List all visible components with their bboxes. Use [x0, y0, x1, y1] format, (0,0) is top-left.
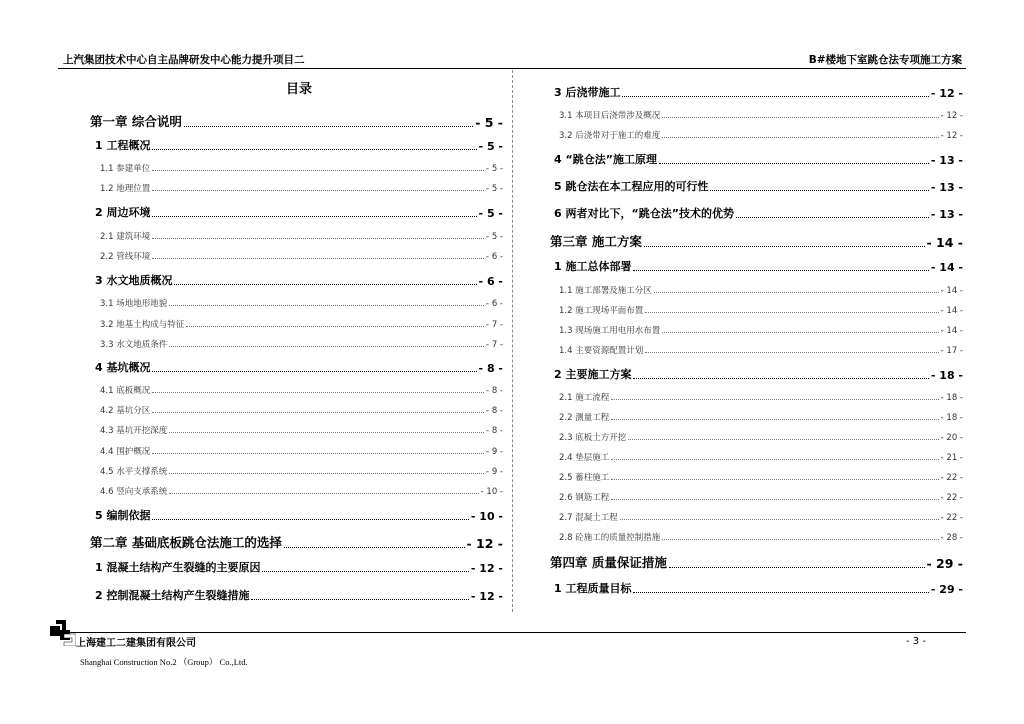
toc-entry-page: - 6 - — [486, 299, 503, 309]
footer-company-en: Shanghai Construction No.2 （Group） Co.,Ltd. — [80, 657, 248, 667]
header-document-name: B#楼地下室跳仓法专项施工方案 — [808, 54, 962, 66]
toc-leader-dots — [622, 96, 928, 97]
toc-entry[interactable] — [100, 337, 503, 350]
toc-leader-dots — [152, 519, 468, 520]
toc-entry-title: 1 工程质量目标 — [554, 582, 632, 595]
toc-entry-page: - 28 - — [940, 533, 963, 543]
toc-entry-title: 2 周边环境 — [95, 206, 151, 219]
company-logo-icon — [50, 620, 76, 646]
toc-entry[interactable] — [554, 258, 963, 274]
toc-entry-title: 5 编制依据 — [95, 509, 151, 522]
toc-entry-page: - 20 - — [940, 433, 963, 443]
toc-entry-title: 1.2 地理位置 — [100, 184, 151, 194]
toc-leader-dots — [645, 352, 938, 353]
toc-entry-title: 2 主要施工方案 — [554, 368, 632, 381]
toc-entry-page: - 18 - — [930, 369, 963, 382]
toc-leader-dots — [152, 412, 484, 413]
toc-entry[interactable] — [90, 533, 503, 551]
toc-entry-title: 2.4 垫层施工 — [559, 453, 610, 463]
toc-entry-page: - 5 - — [486, 164, 503, 174]
toc-entry-page: - 18 - — [940, 393, 963, 403]
toc-entry-page: - 5 - — [475, 115, 503, 130]
toc-entry-page: - 5 - — [486, 232, 503, 242]
toc-entry-page: - 7 - — [486, 320, 503, 330]
toc-entry-title: 3.1 本项目后浇带涉及概况 — [559, 111, 661, 121]
toc-leader-dots — [662, 539, 938, 540]
toc-entry-title: 2.7 混凝土工程 — [559, 513, 618, 523]
footer-rule — [58, 632, 966, 633]
toc-entry-title: 2.2 测量工程 — [559, 413, 610, 423]
toc-leader-dots — [169, 493, 478, 494]
toc-entry-page: - 14 - — [930, 261, 963, 274]
toc-entry-title: 1 施工总体部署 — [554, 260, 632, 273]
toc-leader-dots — [152, 258, 484, 259]
toc-leader-dots — [152, 392, 484, 393]
toc-leader-dots — [662, 137, 938, 138]
toc-entry-title: 1.1 参建单位 — [100, 164, 151, 174]
header-project-name: 上汽集团技术中心自主品牌研发中心能力提升项目二 — [63, 54, 305, 66]
toc-entry-page: - 8 - — [478, 362, 503, 375]
footer-company-cn: 上海建工二建集团有限公司 — [76, 638, 196, 649]
toc-leader-dots — [633, 592, 928, 593]
toc-entry-title: 第四章 质量保证措施 — [550, 555, 667, 570]
toc-entry-title: 2.2 管线环境 — [100, 252, 151, 262]
toc-entry[interactable] — [559, 410, 963, 423]
toc-entry-title: 6 两者对比下，“跳仓法”技术的优势 — [554, 207, 734, 220]
toc-entry-page: - 5 - — [478, 140, 503, 153]
toc-entry[interactable] — [100, 229, 503, 242]
toc-entry[interactable] — [95, 587, 503, 603]
toc-entry[interactable] — [559, 108, 963, 121]
toc-entry-page: - 21 - — [940, 453, 963, 463]
toc-leader-dots — [611, 419, 938, 420]
toc-entry[interactable] — [100, 296, 503, 309]
toc-entry[interactable] — [95, 204, 503, 220]
toc-leader-dots — [633, 270, 928, 271]
toc-leader-dots — [611, 399, 938, 400]
toc-entry-title: 4.6 竖向支承系统 — [100, 487, 168, 497]
toc-entry[interactable] — [559, 470, 963, 483]
toc-leader-dots — [169, 473, 484, 474]
toc-entry-title: 2.1 施工流程 — [559, 393, 610, 403]
toc-entry[interactable] — [559, 323, 963, 336]
toc-entry[interactable] — [554, 205, 963, 221]
toc-entry-page: - 14 - — [926, 235, 963, 250]
toc-entry-title: 1.1 施工部署及施工分区 — [559, 286, 652, 296]
toc-leader-dots — [169, 346, 484, 347]
toc-entry-title: 1 混凝土结构产生裂缝的主要原因 — [95, 561, 261, 574]
toc-entry-title: 3.2 后浇带对于施工的难度 — [559, 131, 661, 141]
toc-entry-page: - 9 - — [486, 447, 503, 457]
toc-entry[interactable] — [559, 490, 963, 503]
toc-entry[interactable] — [559, 390, 963, 403]
toc-leader-dots — [186, 326, 484, 327]
toc-entry-title: 第二章 基础底板跳仓法施工的选择 — [90, 535, 282, 550]
toc-leader-dots — [152, 190, 484, 191]
column-divider — [512, 70, 513, 612]
toc-entry-title: 4.3 基坑开挖深度 — [100, 426, 168, 436]
toc-leader-dots — [659, 163, 929, 164]
toc-leader-dots — [284, 547, 465, 548]
toc-leader-dots — [174, 284, 476, 285]
toc-leader-dots — [662, 332, 938, 333]
toc-entry-page: - 5 - — [486, 184, 503, 194]
toc-entry-title: 3.2 地基土构成与特征 — [100, 320, 185, 330]
toc-entry-title: 2.5 蓄柱施工 — [559, 473, 610, 483]
toc-leader-dots — [611, 459, 938, 460]
toc-entry[interactable] — [554, 580, 963, 596]
toc-entry[interactable] — [559, 283, 963, 296]
toc-entry-page: - 12 - — [466, 536, 503, 551]
toc-entry-page: - 8 - — [486, 406, 503, 416]
toc-entry[interactable] — [100, 423, 503, 436]
toc-entry-page: - 18 - — [940, 413, 963, 423]
toc-entry[interactable] — [559, 303, 963, 316]
toc-entry[interactable] — [559, 510, 963, 523]
toc-entry-page: - 13 - — [930, 181, 963, 194]
toc-entry-page: - 22 - — [940, 513, 963, 523]
toc-entry[interactable] — [100, 403, 503, 416]
toc-entry-page: - 10 - — [470, 510, 503, 523]
toc-leader-dots — [669, 567, 925, 568]
toc-entry-title: 2.1 建筑环境 — [100, 232, 151, 242]
toc-entry-page: - 10 - — [480, 487, 503, 497]
toc-leader-dots — [710, 190, 928, 191]
toc-leader-dots — [152, 453, 484, 454]
toc-entry[interactable] — [100, 444, 503, 457]
toc-entry[interactable] — [100, 484, 503, 497]
toc-entry[interactable] — [554, 366, 963, 382]
toc-entry-page: - 12 - — [470, 562, 503, 575]
toc-entry[interactable] — [100, 181, 503, 194]
toc-entry-title: 5 跳仓法在本工程应用的可行性 — [554, 180, 709, 193]
toc-entry[interactable] — [559, 530, 963, 543]
toc-leader-dots — [262, 571, 468, 572]
toc-entry-page: - 13 - — [930, 154, 963, 167]
toc-entry[interactable] — [90, 112, 503, 130]
toc-entry-title: 4.1 底板概况 — [100, 386, 151, 396]
toc-entry[interactable] — [559, 343, 963, 356]
toc-entry-page: - 5 - — [478, 207, 503, 220]
toc-leader-dots — [152, 216, 476, 217]
toc-entry-page: - 6 - — [486, 252, 503, 262]
toc-entry[interactable] — [95, 559, 503, 575]
toc-entry-page: - 12 - — [470, 590, 503, 603]
toc-entry-title: 3 水文地质概况 — [95, 274, 173, 287]
toc-entry-page: - 14 - — [940, 286, 963, 296]
toc-leader-dots — [628, 439, 938, 440]
toc-entry-page: - 14 - — [940, 306, 963, 316]
toc-leader-dots — [736, 217, 929, 218]
toc-leader-dots — [251, 599, 468, 600]
toc-entry[interactable] — [95, 359, 503, 375]
toc-title: 目录 — [286, 82, 313, 97]
toc-entry[interactable] — [550, 553, 963, 571]
toc-leader-dots — [152, 371, 476, 372]
toc-entry-page: - 12 - — [940, 131, 963, 141]
toc-entry[interactable] — [554, 151, 963, 167]
toc-entry-page: - 12 - — [940, 111, 963, 121]
toc-entry-title: 1.2 施工现场平面布置 — [559, 306, 644, 316]
toc-entry-title: 4.4 围护概况 — [100, 447, 151, 457]
toc-entry[interactable] — [100, 317, 503, 330]
toc-entry-page: - 8 - — [486, 386, 503, 396]
toc-entry-title: 4.2 基坑分区 — [100, 406, 151, 416]
toc-leader-dots — [152, 238, 484, 239]
toc-entry-title: 2.3 底板土方开挖 — [559, 433, 627, 443]
toc-entry-title: 第一章 综合说明 — [90, 114, 182, 129]
toc-entry-title: 2 控制混凝土结构产生裂缝措施 — [95, 589, 250, 602]
toc-entry[interactable] — [100, 161, 503, 174]
toc-entry-page: - 22 - — [940, 493, 963, 503]
toc-entry-title: 3.3 水文地质条件 — [100, 340, 168, 350]
toc-leader-dots — [644, 246, 925, 247]
toc-leader-dots — [169, 305, 484, 306]
toc-entry-title: 1.3 现场施工用电用水布置 — [559, 326, 661, 336]
toc-leader-dots — [611, 499, 938, 500]
toc-entry-page: - 14 - — [940, 326, 963, 336]
toc-entry[interactable] — [559, 450, 963, 463]
toc-leader-dots — [152, 149, 476, 150]
toc-entry-title: 4 基坑概况 — [95, 361, 151, 374]
toc-entry-title: 3 后浇带施工 — [554, 86, 621, 99]
toc-entry-title: 第三章 施工方案 — [550, 234, 642, 249]
page-number: - 3 - — [906, 636, 926, 647]
header-rule — [58, 68, 966, 69]
toc-entry[interactable] — [554, 84, 963, 100]
toc-entry[interactable] — [550, 232, 963, 250]
toc-leader-dots — [611, 479, 938, 480]
toc-entry-title: 2.6 钢筋工程 — [559, 493, 610, 503]
toc-entry[interactable] — [554, 178, 963, 194]
toc-entry-page: - 22 - — [940, 473, 963, 483]
toc-entry-page: - 9 - — [486, 467, 503, 477]
toc-leader-dots — [152, 170, 484, 171]
toc-entry-title: 1.4 主要资源配置计划 — [559, 346, 644, 356]
toc-leader-dots — [645, 312, 938, 313]
toc-entry-page: - 8 - — [486, 426, 503, 436]
toc-entry-page: - 29 - — [926, 556, 963, 571]
toc-entry[interactable] — [95, 137, 503, 153]
toc-entry-page: - 6 - — [478, 275, 503, 288]
toc-leader-dots — [620, 519, 939, 520]
toc-entry-title: 1 工程概况 — [95, 139, 151, 152]
toc-leader-dots — [184, 126, 473, 127]
toc-entry[interactable] — [100, 383, 503, 396]
toc-leader-dots — [633, 378, 928, 379]
toc-entry-page: - 29 - — [930, 583, 963, 596]
toc-entry-title: 4.5 水平支撑系统 — [100, 467, 168, 477]
toc-entry-page: - 17 - — [940, 346, 963, 356]
toc-entry-page: - 13 - — [930, 208, 963, 221]
toc-entry[interactable] — [559, 128, 963, 141]
toc-entry[interactable] — [95, 507, 503, 523]
toc-entry[interactable] — [100, 464, 503, 477]
toc-leader-dots — [662, 117, 938, 118]
toc-entry[interactable] — [559, 430, 963, 443]
toc-entry[interactable] — [95, 272, 503, 288]
toc-entry[interactable] — [100, 249, 503, 262]
toc-entry-page: - 12 - — [930, 87, 963, 100]
toc-entry-title: 3.1 场地地形地貌 — [100, 299, 168, 309]
toc-entry-title: 2.8 砼施工的质量控制措施 — [559, 533, 661, 543]
toc-leader-dots — [654, 292, 939, 293]
toc-leader-dots — [169, 432, 484, 433]
toc-entry-page: - 7 - — [486, 340, 503, 350]
toc-entry-title: 4 “跳仓法”施工原理 — [554, 153, 657, 166]
